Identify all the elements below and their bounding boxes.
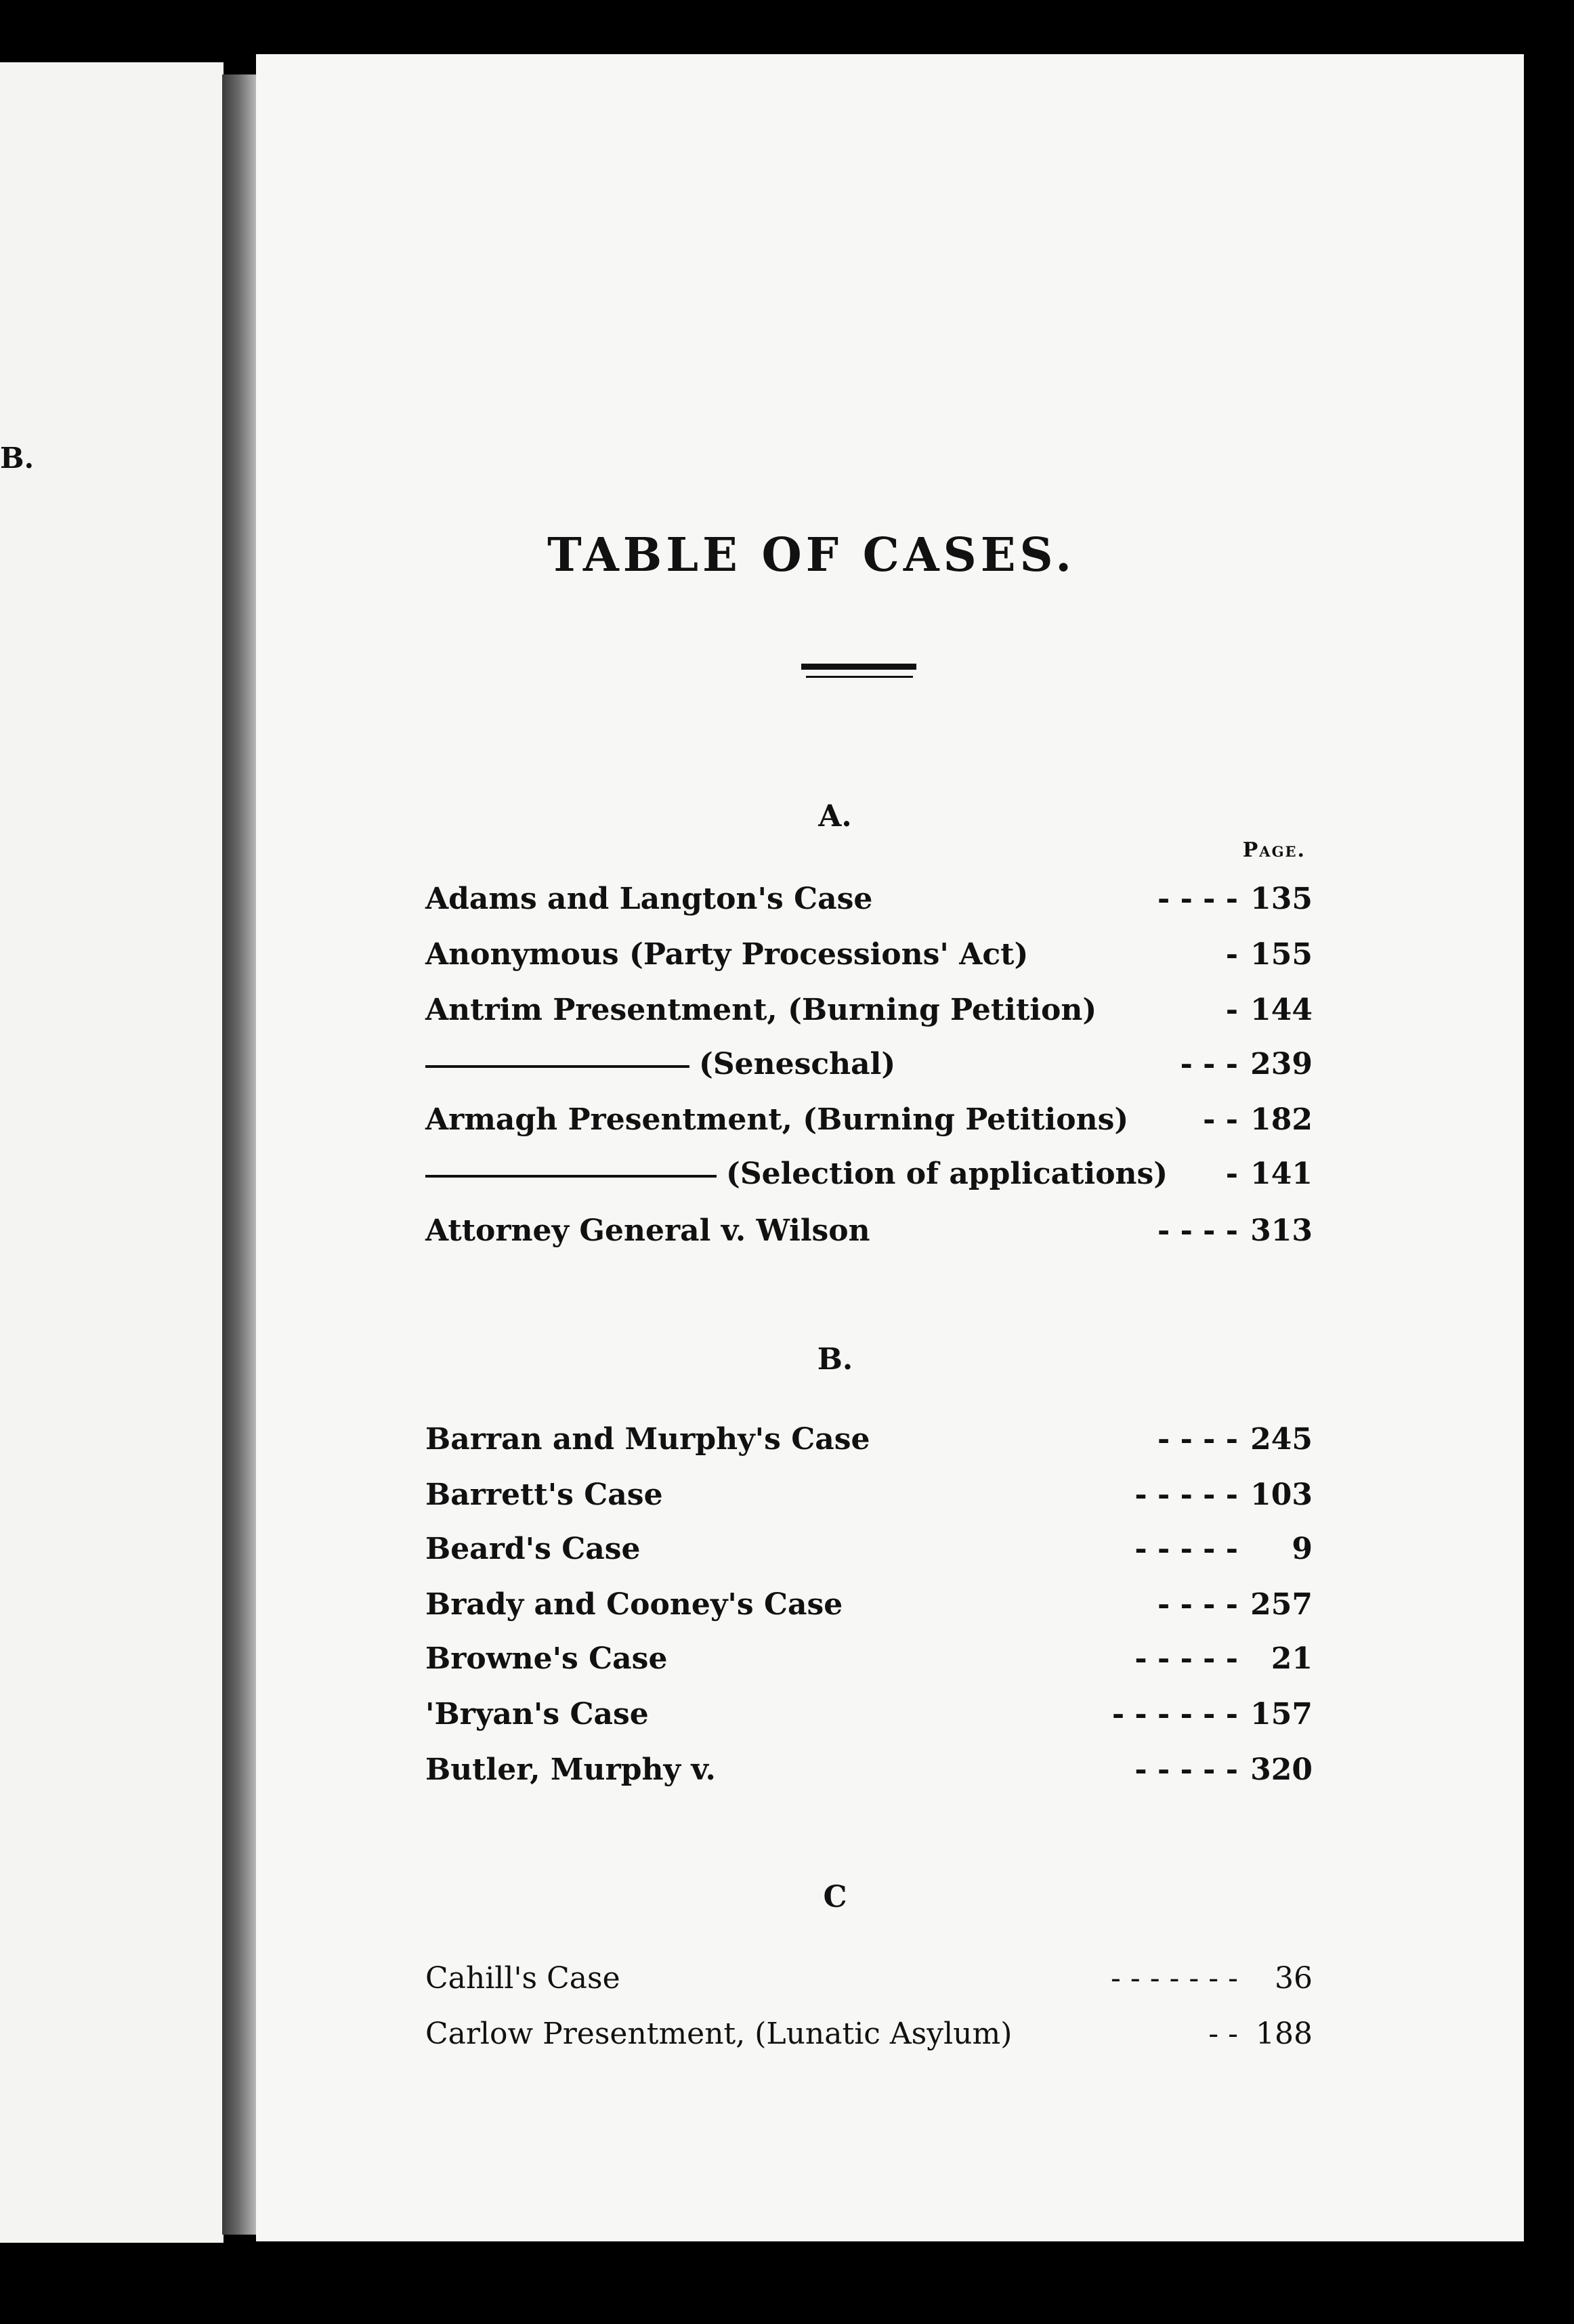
entry-page: 320 xyxy=(1250,1752,1313,1787)
entry-page: 239 xyxy=(1250,1047,1313,1081)
entry-leader: - - - - - xyxy=(1134,1532,1238,1566)
entry-name: Browne's Case xyxy=(425,1641,668,1676)
entry-name: Butler, Murphy v. xyxy=(425,1752,716,1787)
entry-row xyxy=(425,1157,1313,1197)
entry-leader: - - - - xyxy=(1157,1213,1238,1248)
title-rule-thick xyxy=(801,664,916,670)
entry-name: 'Bryan's Case xyxy=(425,1697,649,1731)
page-title: TABLE OF CASES. xyxy=(547,528,1076,582)
entry-row xyxy=(425,1697,1313,1738)
facing-page-letter: B. xyxy=(0,442,35,475)
entry-name: Barran and Murphy's Case xyxy=(425,1422,870,1457)
entry-page: 9 xyxy=(1292,1532,1313,1566)
section-letter-c: C xyxy=(823,1880,847,1914)
entry-leader: - - - - - xyxy=(1134,1478,1238,1512)
entry-page: 157 xyxy=(1250,1697,1313,1731)
entry-name: Beard's Case xyxy=(425,1532,641,1566)
entry-leader: - xyxy=(1225,1157,1238,1191)
entry-page: 21 xyxy=(1271,1641,1313,1676)
section-letter-b: B. xyxy=(817,1342,853,1377)
entry-leader: - - - - xyxy=(1157,882,1238,916)
entry-name: Attorney General v. Wilson xyxy=(425,1213,870,1248)
entry-row xyxy=(425,882,1313,922)
entry-name: (Seneschal) xyxy=(699,1047,896,1081)
entry-leader: - - xyxy=(1208,2017,1238,2051)
entry-leader: - - - - - - - xyxy=(1111,1961,1238,1996)
entry-leader: - - - - xyxy=(1157,1422,1238,1457)
entry-name: Brady and Cooney's Case xyxy=(425,1587,843,1622)
entry-name: Armagh Presentment, (Burning Petitions) xyxy=(425,1102,1129,1137)
entry-leader: - - - - xyxy=(1157,1587,1238,1622)
entry-name: (Selection of applications) xyxy=(726,1157,1168,1191)
entry-page: 36 xyxy=(1275,1961,1313,1996)
entry-page: 135 xyxy=(1250,882,1313,916)
entry-leader: - - - - - - xyxy=(1111,1697,1238,1731)
entry-row xyxy=(425,1752,1313,1793)
entry-ditto-name xyxy=(425,1157,1168,1191)
title-rule-thin xyxy=(806,676,913,678)
ditto-rule xyxy=(425,1175,717,1178)
entry-row xyxy=(425,1102,1313,1143)
entry-name: Cahill's Case xyxy=(425,1961,620,1996)
entry-page: 257 xyxy=(1250,1587,1313,1622)
book-page xyxy=(256,54,1524,2241)
entry-ditto-name xyxy=(425,1047,895,1081)
entry-row xyxy=(425,1641,1313,1682)
entry-name: Antrim Presentment, (Burning Petition) xyxy=(425,993,1097,1027)
entry-name: Barrett's Case xyxy=(425,1478,663,1512)
entry-row xyxy=(425,1587,1313,1628)
ditto-rule xyxy=(425,1065,689,1068)
entry-page: 188 xyxy=(1256,2017,1313,2051)
entry-row xyxy=(425,2017,1313,2057)
entry-row xyxy=(425,937,1313,978)
entry-row xyxy=(425,1422,1313,1463)
entry-page: 144 xyxy=(1250,993,1313,1027)
entry-leader: - xyxy=(1225,993,1238,1027)
entry-leader: - - - xyxy=(1180,1047,1238,1081)
entry-leader: - - - - - xyxy=(1134,1641,1238,1676)
entry-page: 313 xyxy=(1250,1213,1313,1248)
entry-row xyxy=(425,1047,1313,1088)
entry-row xyxy=(425,1478,1313,1518)
entry-leader: - - - - - xyxy=(1134,1752,1238,1787)
entry-leader: - xyxy=(1225,937,1238,972)
entry-name: Adams and Langton's Case xyxy=(425,882,873,916)
page-column-heading: Page. xyxy=(1242,838,1306,862)
entry-page: 155 xyxy=(1250,937,1313,972)
entry-page: 103 xyxy=(1250,1478,1313,1512)
entry-page: 182 xyxy=(1250,1102,1313,1137)
section-letter-a: A. xyxy=(818,799,852,834)
entry-row xyxy=(425,1213,1313,1254)
entry-row xyxy=(425,1532,1313,1572)
entry-leader: - - xyxy=(1203,1102,1238,1137)
entry-page: 141 xyxy=(1250,1157,1313,1191)
facing-page xyxy=(0,62,224,2243)
entry-row xyxy=(425,1961,1313,2002)
entry-page: 245 xyxy=(1250,1422,1313,1457)
entry-row xyxy=(425,993,1313,1033)
entry-name: Anonymous (Party Processions' Act) xyxy=(425,937,1029,972)
entry-name: Carlow Presentment, (Lunatic Asylum) xyxy=(425,2017,1013,2051)
